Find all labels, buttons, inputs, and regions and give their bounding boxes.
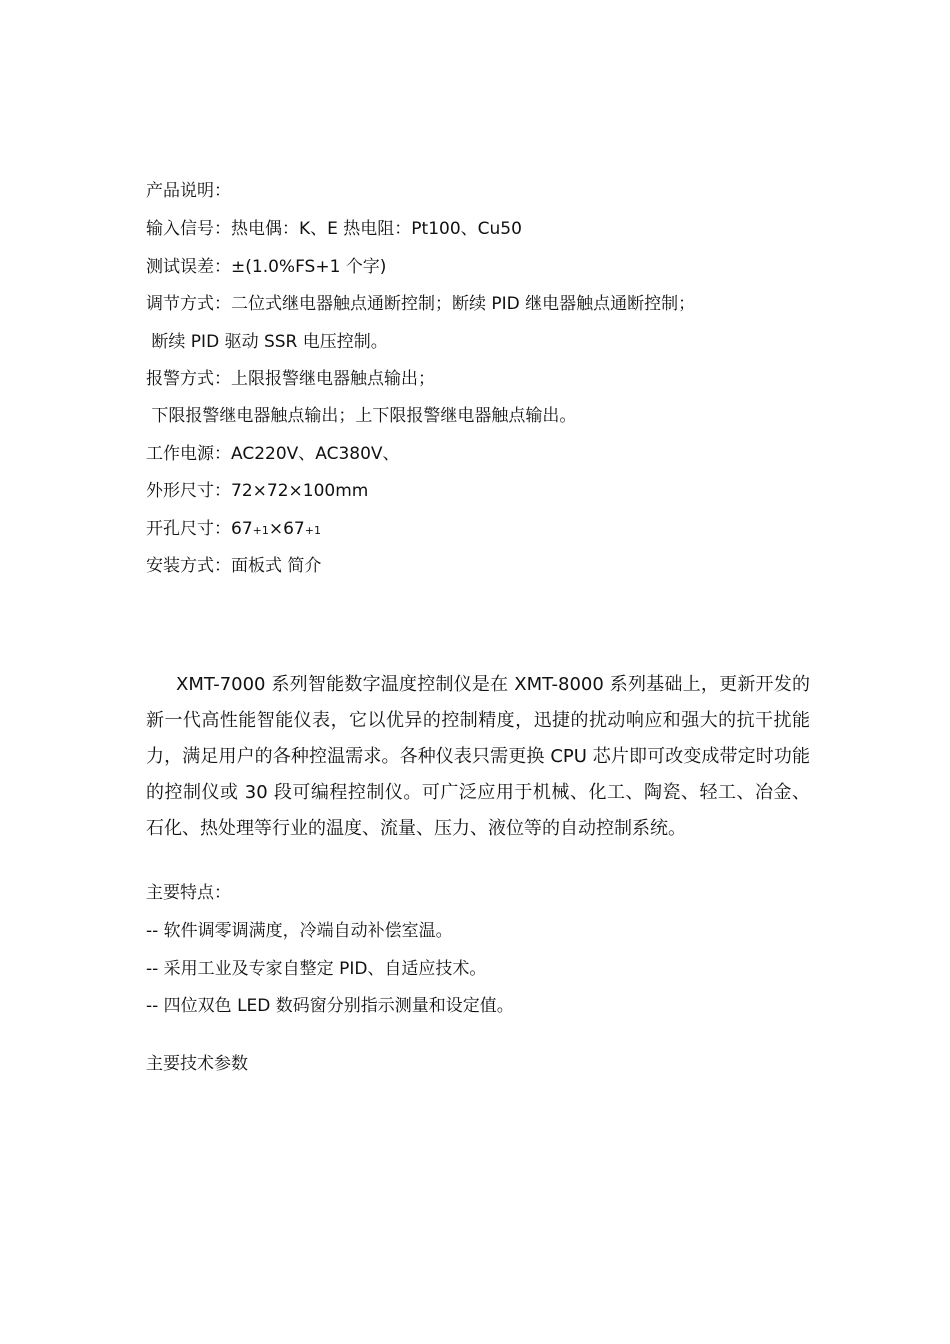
spec-mounting: 安装方式：面板式 简介	[146, 556, 322, 576]
spec-alarm-line2: 下限报警继电器触点输出；上下限报警继电器触点输出。	[146, 406, 577, 426]
spec-power: 工作电源：AC220V、AC380V、	[146, 444, 400, 464]
spec-cutout-tolerance-2: +1	[304, 524, 321, 537]
feature-item-2: -- 采用工业及专家自整定 PID、自适应技术。	[146, 959, 487, 979]
features-heading: 主要特点：	[146, 883, 231, 903]
spec-alarm-line1: 报警方式：上限报警继电器触点输出；	[146, 369, 435, 389]
spec-control-line1: 调节方式：二位式继电器触点通断控制；断续 PID 继电器触点通断控制；	[146, 294, 696, 314]
feature-item-3: -- 四位双色 LED 数码窗分别指示测量和设定值。	[146, 996, 514, 1016]
spec-cutout-tolerance-1: +1	[252, 524, 269, 537]
spec-cutout-mid: ×67	[268, 519, 305, 539]
intro-paragraph: XMT-7000 系列智能数字温度控制仪是在 XMT-8000 系列基础上，更新开发的新一代高性能智能仪表，它以优异的控制精度，迅捷的扰动响应和强大的抗干扰能力，满足用户的各种控温需求。各种仪表只需更换 CPU 芯片即可改变成带定时功能的控制仪或 30 段可编程控制仪。可广泛应用于机械、化工、陶瓷、轻工、冶金、石化、热处理等行业的温度、流量、压力、液位等的自动控制系统。	[146, 674, 810, 839]
spec-input-signal: 输入信号：热电偶：K、E 热电阻：Pt100、Cu50	[146, 219, 522, 239]
spec-dimensions: 外形尺寸：72×72×100mm	[146, 481, 369, 501]
spec-control-line2: 断续 PID 驱动 SSR 电压控制。	[146, 332, 388, 352]
spec-heading: 产品说明：	[146, 181, 231, 201]
spec-error: 测试误差：±(1.0%FS+1 个字)	[146, 257, 387, 277]
spec-cutout-prefix: 开孔尺寸：67	[146, 519, 253, 539]
feature-item-1: -- 软件调零调满度，冷端自动补偿室温。	[146, 921, 453, 941]
spec-cutout	[146, 518, 321, 542]
tech-heading: 主要技术参数	[146, 1054, 248, 1074]
